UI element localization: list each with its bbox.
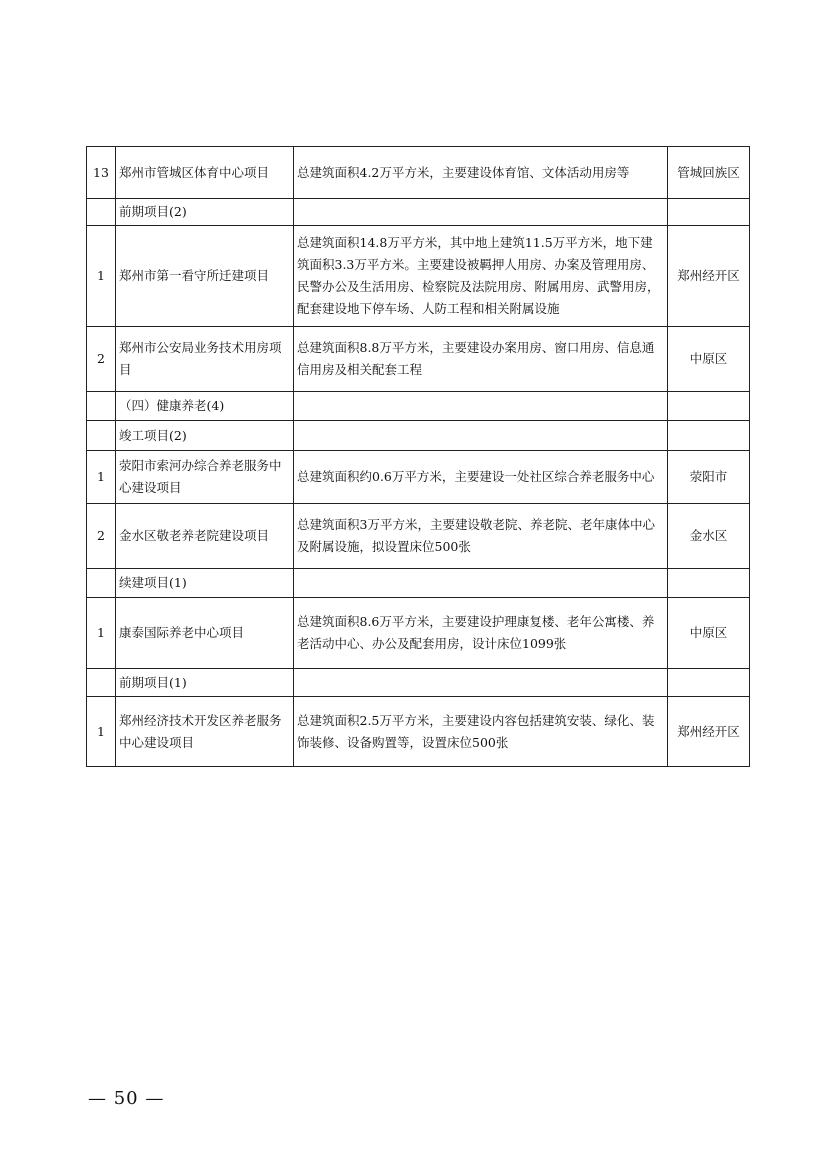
project-name: 金水区敬老养老院建设项目 — [116, 504, 294, 569]
table-row — [87, 421, 750, 451]
project-table — [86, 146, 750, 767]
project-description: 总建筑面积8.6万平方米，主要建设护理康复楼、老年公寓楼、养老活动中心、办公及配套用房，设计床位1099张 — [294, 598, 668, 669]
page-number: — 50 — — [88, 1088, 165, 1109]
row-number: 1 — [87, 226, 116, 327]
project-description: 总建筑面积约0.6万平方米，主要建设一处社区综合养老服务中心 — [294, 451, 668, 504]
row-number — [87, 669, 116, 697]
group-heading: 前期项目(2) — [116, 199, 294, 226]
project-location: 荥阳市 — [668, 451, 750, 504]
table-row — [87, 327, 750, 392]
project-name: 郑州市管城区体育中心项目 — [116, 147, 294, 199]
table-row — [87, 451, 750, 504]
project-location: 郑州经开区 — [668, 697, 750, 767]
row-number — [87, 392, 116, 421]
project-name: 郑州市公安局业务技术用房项目 — [116, 327, 294, 392]
project-description — [294, 421, 668, 451]
table-row — [87, 697, 750, 767]
project-description: 总建筑面积3万平方米，主要建设敬老院、养老院、老年康体中心及附属设施，拟设置床位500张 — [294, 504, 668, 569]
table-row — [87, 147, 750, 199]
project-description: 总建筑面积4.2万平方米，主要建设体育馆、文体活动用房等 — [294, 147, 668, 199]
project-location: 郑州经开区 — [668, 226, 750, 327]
project-description — [294, 199, 668, 226]
table-row — [87, 226, 750, 327]
project-location — [668, 669, 750, 697]
project-location — [668, 199, 750, 226]
table-row — [87, 392, 750, 421]
project-description — [294, 569, 668, 598]
row-number — [87, 421, 116, 451]
project-location — [668, 569, 750, 598]
project-description — [294, 669, 668, 697]
project-description: 总建筑面积2.5万平方米，主要建设内容包括建筑安装、绿化、装饰装修、设备购置等，设置床位500张 — [294, 697, 668, 767]
project-location: 金水区 — [668, 504, 750, 569]
row-number: 1 — [87, 697, 116, 767]
group-heading: （四）健康养老(4) — [116, 392, 294, 421]
group-heading: 前期项目(1) — [116, 669, 294, 697]
row-number: 1 — [87, 451, 116, 504]
project-name: 郑州市第一看守所迁建项目 — [116, 226, 294, 327]
project-location — [668, 421, 750, 451]
table-row — [87, 199, 750, 226]
project-location: 中原区 — [668, 598, 750, 669]
row-number — [87, 199, 116, 226]
project-description — [294, 392, 668, 421]
project-name: 康泰国际养老中心项目 — [116, 598, 294, 669]
row-number: 2 — [87, 327, 116, 392]
row-number: 1 — [87, 598, 116, 669]
table-row — [87, 569, 750, 598]
row-number: 13 — [87, 147, 116, 199]
project-description: 总建筑面积8.8万平方米，主要建设办案用房、窗口用房、信息通信用房及相关配套工程 — [294, 327, 668, 392]
group-heading: 竣工项目(2) — [116, 421, 294, 451]
table-row — [87, 504, 750, 569]
table-row — [87, 598, 750, 669]
row-number — [87, 569, 116, 598]
group-heading: 续建项目(1) — [116, 569, 294, 598]
project-name: 郑州经济技术开发区养老服务中心建设项目 — [116, 697, 294, 767]
project-location — [668, 392, 750, 421]
row-number: 2 — [87, 504, 116, 569]
project-name: 荥阳市索河办综合养老服务中心建设项目 — [116, 451, 294, 504]
project-description: 总建筑面积14.8万平方米，其中地上建筑11.5万平方米，地下建筑面积3.3万平方米。主要建设被羁押人用房、办案及管理用房、民警办公及生活用房、检察院及法院用房、附属用房、武警用房，配套建设地下停车场、人防工程和相关附属设施 — [294, 226, 668, 327]
project-location: 中原区 — [668, 327, 750, 392]
table-row — [87, 669, 750, 697]
project-location: 管城回族区 — [668, 147, 750, 199]
